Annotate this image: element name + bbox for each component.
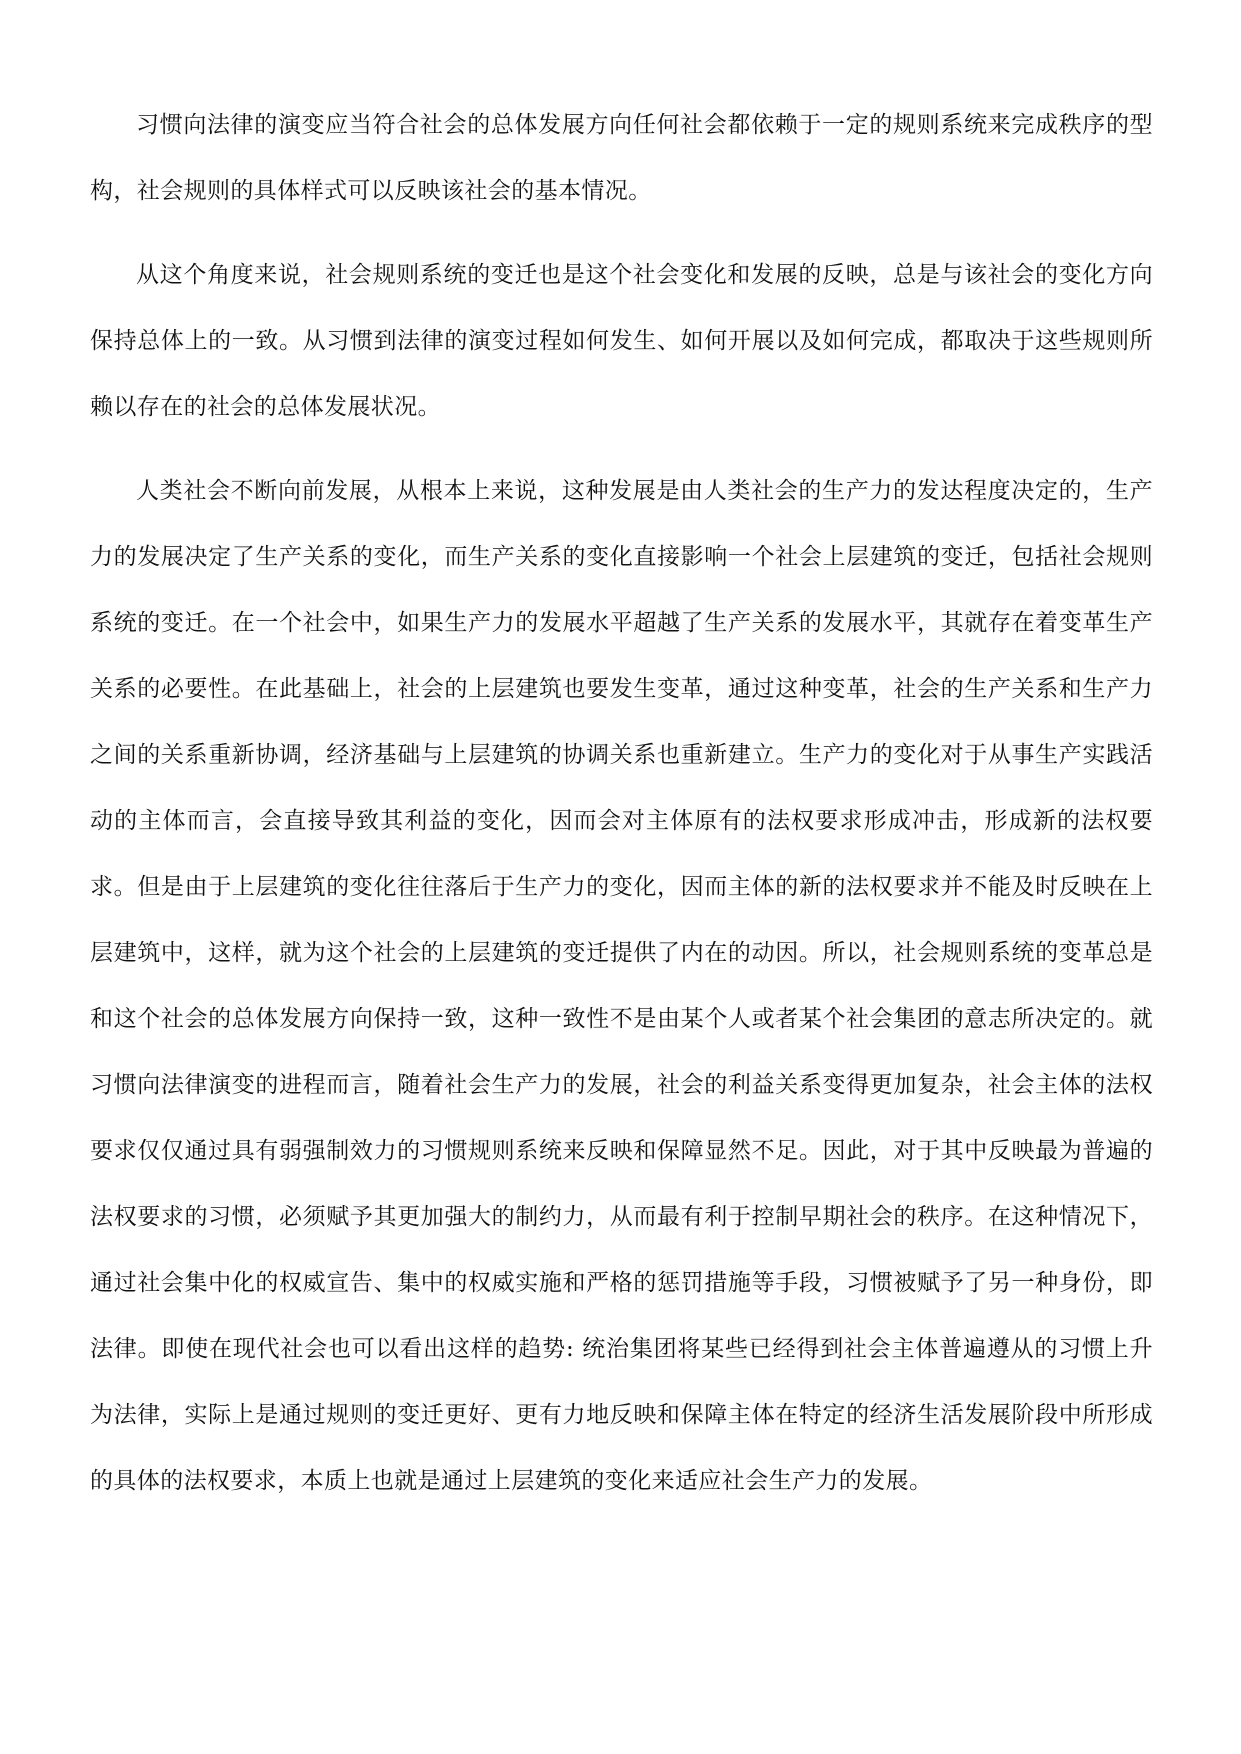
paragraph-3: 人类社会不断向前发展，从根本上来说，这种发展是由人类社会的生产力的发达程度决定的，生产力的发展决定了生产关系的变化，而生产关系的变化直接影响一个社会上层建筑的变迁，包括社会规则系统的变迁。在一个社会中，如果生产力的发展水平超越了生产关系的发展水平，其就存在着变革生产关系的必要性。在此基础上，社会的上层建筑也要发生变革，通过这种变革，社会的生产关系和生产力之间的关系重新协调，经济基础与上层建筑的协调关系也重新建立。生产力的变化对于从事生产实践活动的主体而言，会直接导致其利益的变化，因而会对主体原有的法权要求形成冲击，形成新的法权要求。但是由于上层建筑的变化往往落后于生产力的变化，因而主体的新的法权要求并不能及时反映在上层建筑中，这样，就为这个社会的上层建筑的变迁提供了内在的动因。所以，社会规则系统的变革总是和这个社会的总体发展方向保持一致，这种一致性不是由某个人或者某个社会集团的意志所决定的。就习惯向法律演变的进程而言，随着社会生产力的发展，社会的利益关系变得更加复杂，社会主体的法权要求仅仅通过具有弱强制效力的习惯规则系统来反映和保障显然不足。因此，对于其中反映最为普遍的法权要求的习惯，必须赋予其更加强大的制约力，从而最有利于控制早期社会的秩序。在这种情况下，通过社会集中化的权威宣告、集中的权威实施和严格的惩罚措施等手段，习惯被赋予了另一种身份，即法律。即使在现代社会也可以看出这样的趋势: 统治集团将某些已经得到社会主体普遍遵从的习惯上升为法律，实际上是通过规则的变迁更好、更有力地反映和保障主体在特定的经济生活发展阶段中所形成的具体的法权要求，本质上也就是通过上层建筑的变化来适应社会生产力的发展。	[90, 478, 1153, 1494]
paragraph-1: 习惯向法律的演变应当符合社会的总体发展方向任何社会都依赖于一定的规则系统来完成秩序的型构，社会规则的具体样式可以反映该社会的基本情况。	[90, 112, 1153, 204]
paragraph-2: 从这个角度来说，社会规则系统的变迁也是这个社会变化和发展的反映，总是与该社会的变化方向保持总体上的一致。从习惯到法律的演变过程如何发生、如何开展以及如何完成，都取决于这些规则所赖以存在的社会的总体发展状况。	[90, 262, 1153, 420]
